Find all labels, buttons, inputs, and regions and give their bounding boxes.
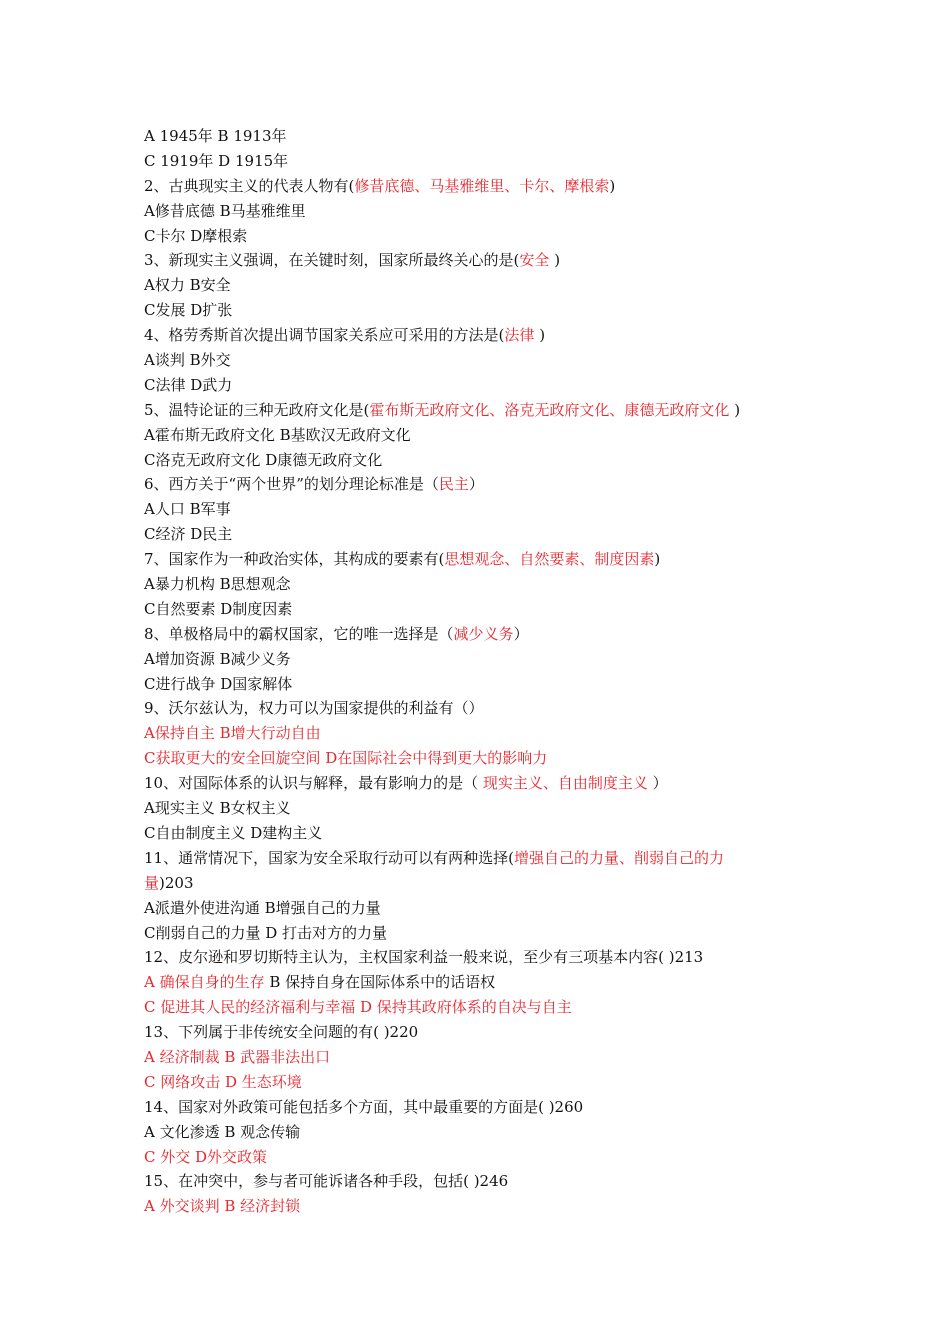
question-text-end: ） — [468, 475, 484, 494]
question-line — [144, 547, 814, 572]
question-text: 6、西方关于“两个世界”的划分理论标准是（ — [144, 475, 439, 494]
question-line: 14、国家对外政策可能包括多个方面，其中最重要的方面是( )260 — [144, 1097, 584, 1116]
question-text-end: ) — [609, 176, 616, 195]
option-line — [144, 970, 814, 995]
question-line — [144, 398, 814, 423]
option-line: A修昔底德 B马基雅维里 — [144, 201, 306, 220]
answer-text: 霍布斯无政府文化、洛克无政府文化、康德无政府文化 — [369, 400, 730, 419]
question-text-end: ) — [654, 550, 661, 569]
answer-text: A 确保自身的生存 — [144, 973, 265, 992]
option-line: A权力 B安全 — [144, 276, 231, 295]
option-line: C经济 D民主 — [144, 525, 233, 544]
option-line: C削弱自己的力量 D 打击对方的力量 — [144, 923, 388, 942]
answer-option-line: C 促进其人民的经济福利与幸福 D 保持其政府体系的自决与自主 — [144, 998, 572, 1017]
question-text-end: ) — [549, 251, 561, 270]
option-line: C 1919年 D 1915年 — [144, 151, 289, 170]
question-text: 3、新现实主义强调，在关键时刻，国家所最终关心的是( — [144, 251, 520, 270]
question-text-end: ） — [647, 774, 668, 793]
question-line: 13、下列属于非传统安全问题的有( )220 — [144, 1023, 419, 1042]
question-list — [144, 124, 814, 1219]
option-text: B 保持自身在国际体系中的话语权 — [264, 973, 496, 992]
question-line — [144, 846, 814, 871]
question-line: 9、沃尔兹认为，权力可以为国家提供的利益有（） — [144, 699, 484, 718]
answer-text: 减少义务 — [453, 624, 514, 643]
answer-option-line: C 外交 D外交政策 — [144, 1147, 268, 1166]
answer-text: 法律 — [504, 326, 535, 345]
option-line: A 文化渗透 B 观念传输 — [144, 1122, 301, 1141]
answer-text: 思想观念、自然要素、制度因素 — [444, 550, 655, 569]
option-line: C洛克无政府文化 D康德无政府文化 — [144, 450, 383, 469]
option-line: A增加资源 B减少义务 — [144, 649, 291, 668]
option-line: A霍布斯无政府文化 B基欧汉无政府文化 — [144, 425, 411, 444]
question-text: 10、对国际体系的认识与解释，最有影响力的是（ — [144, 774, 483, 793]
answer-text: 量 — [144, 873, 160, 892]
answer-option-line: C 网络攻击 D 生态环境 — [144, 1072, 302, 1091]
question-text-end: ) — [729, 400, 741, 419]
answer-text: 安全 — [519, 251, 550, 270]
answer-option-line: A 经济制裁 B 武器非法出口 — [144, 1047, 331, 1066]
question-text-end: )203 — [159, 873, 194, 892]
question-text: 11、通常情况下，国家为安全采取行动可以有两种选择( — [144, 848, 514, 867]
option-line: C法律 D武力 — [144, 375, 233, 394]
option-line: C卡尔 D摩根索 — [144, 226, 248, 245]
question-text: 7、国家作为一种政治实体，其构成的要素有( — [144, 550, 445, 569]
question-line: 15、在冲突中，参与者可能诉诸各种手段，包括( )246 — [144, 1172, 509, 1191]
question-text-end: ） — [513, 624, 529, 643]
question-line — [144, 771, 814, 796]
option-line: A派遣外使进沟通 B增强自己的力量 — [144, 898, 381, 917]
answer-text: 增强自己的力量、削弱自己的力 — [513, 848, 724, 867]
option-line: A人口 B军事 — [144, 500, 231, 519]
question-text: 4、格劳秀斯首次提出调节国家关系应可采用的方法是( — [144, 326, 505, 345]
option-line: A现实主义 B女权主义 — [144, 799, 291, 818]
question-line — [144, 323, 814, 348]
question-line — [144, 472, 814, 497]
option-line: C发展 D扩张 — [144, 301, 233, 320]
question-line-continued — [144, 871, 814, 896]
question-text: 2、古典现实主义的代表人物有( — [144, 176, 355, 195]
answer-text: 民主 — [438, 475, 469, 494]
answer-text: 修昔底德、马基雅维里、卡尔、摩根索 — [354, 176, 610, 195]
option-line: A谈判 B外交 — [144, 351, 231, 370]
question-line: 12、皮尔逊和罗切斯特主认为，主权国家利益一般来说，至少有三项基本内容( )213 — [144, 948, 704, 967]
option-line: A暴力机构 B思想观念 — [144, 575, 291, 594]
answer-option-line: A 外交谈判 B 经济封锁 — [144, 1197, 301, 1216]
question-line — [144, 622, 814, 647]
question-text: 8、单极格局中的霸权国家，它的唯一选择是（ — [144, 624, 454, 643]
question-text: 5、温特论证的三种无政府文化是( — [144, 400, 370, 419]
question-line — [144, 248, 814, 273]
answer-option-line: C获取更大的安全回旋空间 D在国际社会中得到更大的影响力 — [144, 749, 548, 768]
question-text-end: ) — [534, 326, 546, 345]
question-line — [144, 174, 814, 199]
answer-text: 现实主义、自由制度主义 — [482, 774, 648, 793]
option-line: A 1945年 B 1913年 — [144, 127, 287, 145]
option-line: C进行战争 D国家解体 — [144, 674, 293, 693]
option-line: C自由制度主义 D建构主义 — [144, 823, 323, 842]
option-line: C自然要素 D制度因素 — [144, 599, 293, 618]
answer-option-line: A保持自主 B增大行动自由 — [144, 724, 321, 743]
